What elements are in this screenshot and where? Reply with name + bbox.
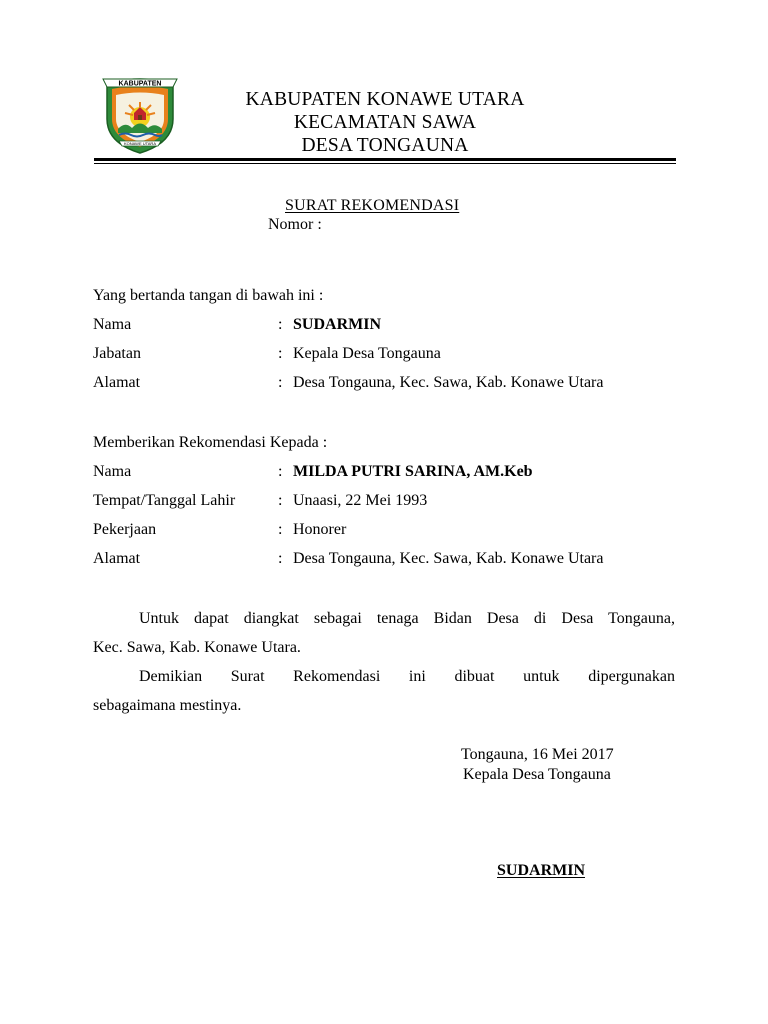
logo-banner-text: KABUPATEN bbox=[118, 80, 162, 88]
field-colon: : bbox=[278, 316, 283, 333]
signer-row-position bbox=[0, 344, 768, 366]
field-label: Nama bbox=[93, 316, 132, 333]
recipient-row-address bbox=[0, 549, 768, 571]
signature-position: Kepala Desa Tongauna bbox=[463, 766, 611, 783]
recipient-name-value: MILDA PUTRI SARINA, AM.Keb bbox=[293, 463, 533, 480]
field-label: Tempat/Tanggal Lahir bbox=[93, 492, 236, 509]
svg-text:KONAWE UTARA: KONAWE UTARA bbox=[123, 141, 157, 146]
recipient-occupation-value: Honorer bbox=[293, 521, 347, 538]
paragraph-line: Demikian Surat Rekomendasi ini dibuat untuk dipergunakan bbox=[139, 668, 675, 685]
signer-position-value: Kepala Desa Tongauna bbox=[293, 345, 441, 362]
signer-name-value: SUDARMIN bbox=[293, 316, 381, 333]
field-label: Alamat bbox=[93, 374, 141, 391]
signer-row-name bbox=[0, 315, 768, 337]
field-colon: : bbox=[278, 492, 283, 509]
field-colon: : bbox=[278, 463, 283, 480]
field-label: Nama bbox=[93, 463, 132, 480]
letterhead-regency: KABUPATEN KONAWE UTARA bbox=[245, 89, 525, 110]
letterhead-divider-thin bbox=[94, 163, 676, 164]
letterhead-district: KECAMATAN SAWA bbox=[293, 112, 477, 133]
signer-row-address bbox=[0, 373, 768, 395]
body-paragraph-purpose bbox=[93, 604, 675, 662]
recipient-birth-value: Unaasi, 22 Mei 1993 bbox=[293, 492, 428, 509]
letter-number: Nomor : bbox=[268, 216, 322, 233]
signer-address-value: Desa Tongauna, Kec. Sawa, Kab. Konawe Utara bbox=[293, 374, 604, 391]
letterhead-divider-thick bbox=[94, 158, 676, 161]
paragraph-line: Untuk dapat diangkat sebagai tenaga Bidan Desa di Desa Tongauna, bbox=[139, 610, 675, 627]
signature-name: SUDARMIN bbox=[497, 862, 585, 879]
body-paragraph-closing bbox=[93, 662, 675, 720]
letter-title: SURAT REKOMENDASI bbox=[285, 197, 460, 214]
letterhead-village: DESA TONGAUNA bbox=[301, 135, 469, 156]
kabupaten-logo-icon bbox=[101, 73, 179, 155]
recipient-row-name bbox=[0, 462, 768, 484]
field-colon: : bbox=[278, 521, 283, 538]
paragraph-line: sebagaimana mestinya. bbox=[93, 697, 242, 714]
field-label: Alamat bbox=[93, 550, 141, 567]
recipient-row-occupation bbox=[0, 520, 768, 542]
field-label: Pekerjaan bbox=[93, 521, 157, 538]
signature-place-date: Tongauna, 16 Mei 2017 bbox=[461, 746, 614, 763]
paragraph-line: Kec. Sawa, Kab. Konawe Utara. bbox=[93, 639, 301, 656]
recipient-intro: Memberikan Rekomendasi Kepada : bbox=[93, 434, 328, 451]
field-colon: : bbox=[278, 345, 283, 362]
field-colon: : bbox=[278, 550, 283, 567]
recipient-address-value: Desa Tongauna, Kec. Sawa, Kab. Konawe Utara bbox=[293, 550, 604, 567]
signer-intro: Yang bertanda tangan di bawah ini : bbox=[93, 287, 324, 304]
recipient-row-birth bbox=[0, 491, 768, 513]
letterhead bbox=[190, 88, 580, 157]
field-colon: : bbox=[278, 374, 283, 391]
field-label: Jabatan bbox=[93, 345, 141, 362]
